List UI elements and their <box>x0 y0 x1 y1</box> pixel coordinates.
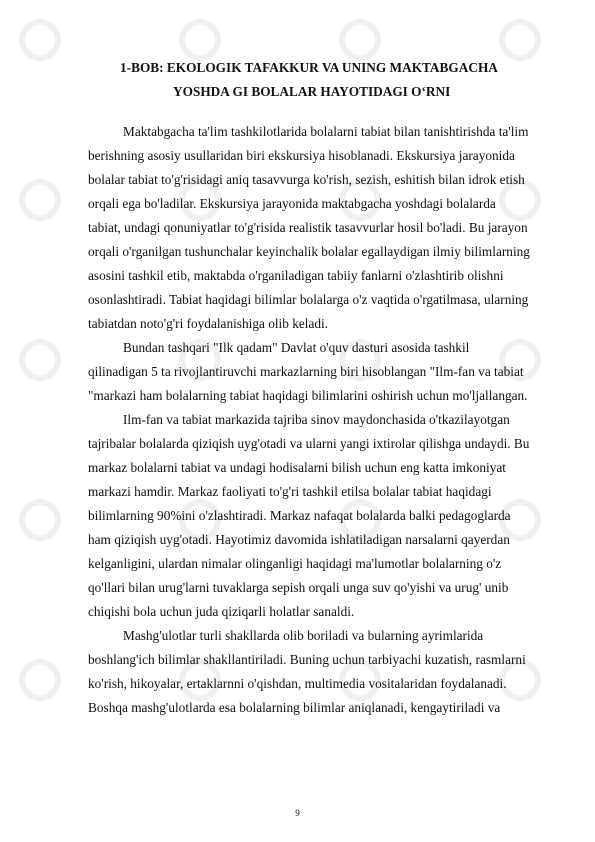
paragraph-line: tabiat, undagi qonuniyatlar to'g'risida realistik tasavvurlar hosil bo'ladi. Bu jarayon <box>88 220 528 235</box>
paragraph-line: "markazi ham bolalarning tabiat haqidagi bilimlarini oshirish uchun mo'ljallangan. <box>88 388 528 403</box>
paragraph-line: markaz bolalarni tabiat va undagi hodisalarni bilish uchun eng katta imkoniyat <box>88 460 506 475</box>
paragraph-line: bolalar tabiat to'g'risidagi aniq tasavvurga ko'rish, sezish, eshitish bilan idrok etish <box>88 172 525 187</box>
paragraph-line: qilinadigan 5 ta rivojlantiruvchi markazlarning biri hisoblangan "Ilm-fan va tabiat <box>88 364 524 379</box>
paragraph-line: asosini tashkil etib, maktabda o'rganiladigan tabiiy fanlarni o'zlashtirib olishni <box>88 268 504 283</box>
paragraph-line: Ilm-fan va tabiat markazida tajriba sinov maydonchasida o'tkazilayotgan <box>123 412 510 427</box>
paragraph-line: orqali ega bo'ladilar. Ekskursiya jarayonida maktabgacha yoshdagi bolalarda <box>88 196 496 211</box>
paragraph-line: Boshqa mashg'ulotlarda esa bolalarning bilimlar aniqlanadi, kengaytiriladi va <box>88 700 501 715</box>
paragraph-line: tabiatdan noto'g'ri foydalanishiga olib keladi. <box>88 316 329 331</box>
paragraph-line: orqali o'rganilgan tushunchalar keyinchalik bolalar egallaydigan ilmiy bilimlarning <box>88 244 530 259</box>
paragraph-line: Mashg'ulotlar turli shakllarda olib boriladi va bularning ayrimlarida <box>123 628 484 643</box>
paragraph-line: ham qiziqish uyg'otadi. Hayotimiz davomida ishlatiladigan narsalarni qayerdan <box>88 532 510 547</box>
paragraph-line: qo'llari bilan urug'larni tuvaklarga sepish orqali unga suv qo'yishi va urug' unib <box>88 580 509 595</box>
paragraph-line: boshlang'ich bilimlar shakllantiriladi. Buning uchun tarbiyachi kuzatish, rasmlarni <box>88 652 526 667</box>
paragraph-line: osonlashtiradi. Tabiat haqidagi bilimlar bolalarga o'z vaqtida o'rgatilmasa, ularning <box>88 292 529 307</box>
paragraph-line: chiqishi bola uchun juda qiziqarli holatlar sanaldi. <box>88 604 355 619</box>
paragraph-line: kelganligini, ulardan nimalar olinganligi haqidagi ma'lumotlar bolalarning o'z <box>88 556 502 571</box>
body-text <box>88 120 552 720</box>
paragraph-line: bilimlarning 90%ini o'zlashtiradi. Markaz nafaqat bolalarda balki pedagoglarda <box>88 508 511 523</box>
paragraph-line: ko'rish, hikoyalar, ertaklarnni o'qishdan, multimedia vositalaridan foydalanadi. <box>88 676 507 691</box>
chapter-heading-line-2: YOSHDA GI BOLALAR HAYOTIDAGI O‘RNI <box>173 84 451 99</box>
page-number: 9 <box>295 808 300 818</box>
paragraph-line: Bundan tashqari "Ilk qadam" Davlat o'quv dasturi asosida tashkil <box>123 340 470 355</box>
paragraph-line: tajribalar bolalarda qiziqish uyg'otadi va ularni yangi ixtirolar qilishga undaydi. Bu <box>88 436 530 451</box>
paragraph-line: Maktabgacha ta'lim tashkilotlarida bolalarni tabiat bilan tanishtirishda ta'lim <box>123 124 529 139</box>
paragraph-line: berishning asosiy usullaridan biri ekskursiya hisoblanadi. Ekskursiya jarayonida <box>88 148 515 163</box>
chapter-heading-line-1: 1-BOB: EKOLOGIK TAFAKKUR VA UNING MAKTABGACHA <box>120 60 498 75</box>
paragraph-line: markazi hamdir. Markaz faoliyati to'g'ri tashkil etilsa bolalar tabiat haqidagi <box>88 484 492 499</box>
